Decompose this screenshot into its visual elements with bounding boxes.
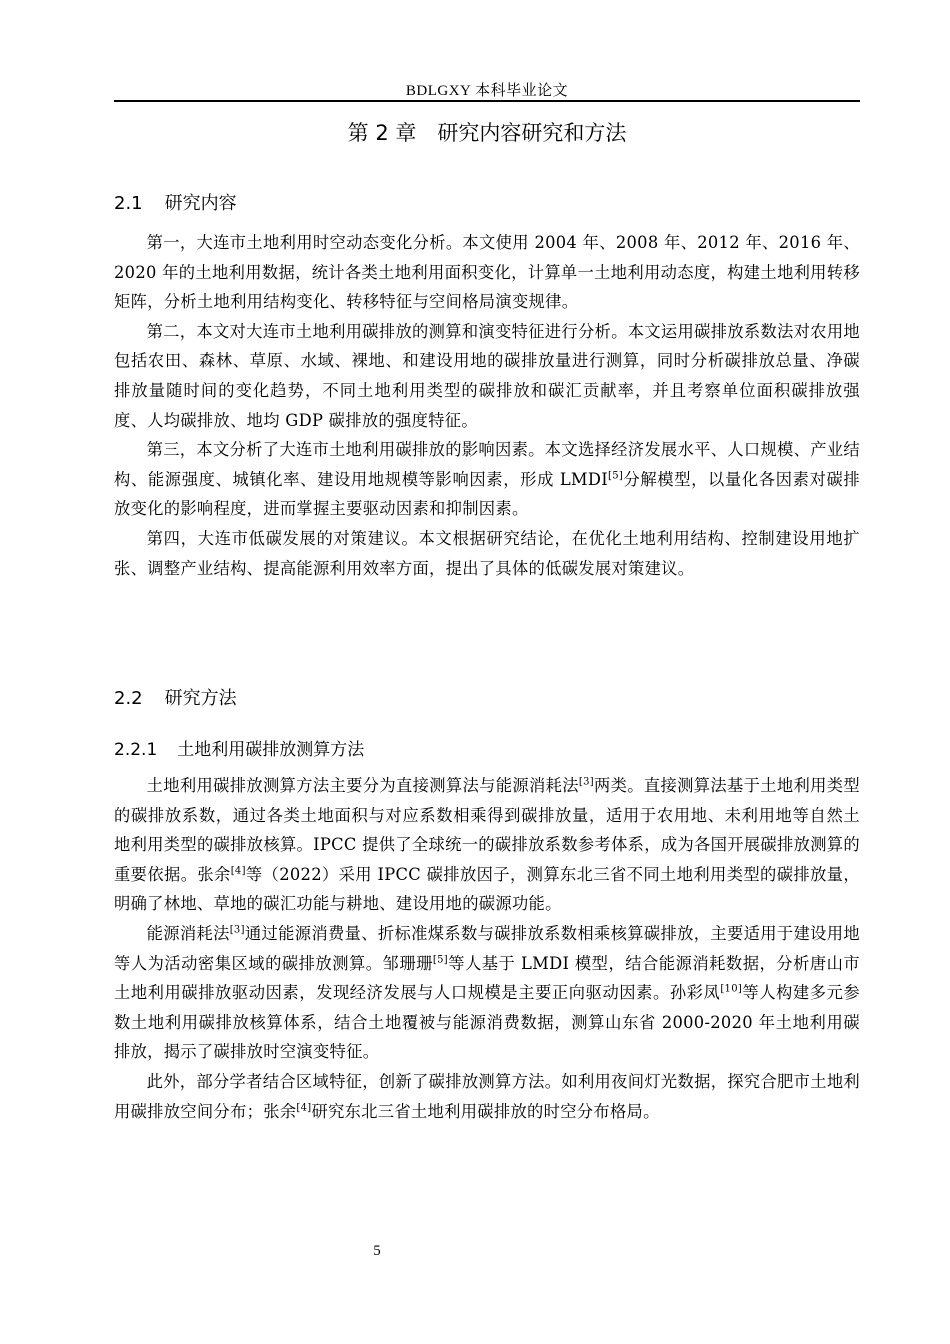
citation-marker: [4] bbox=[230, 865, 246, 877]
subsection-2-2-1-body bbox=[114, 771, 860, 1126]
section-heading-2-1 bbox=[114, 189, 860, 215]
paragraph: 第二，本文对大连市土地利用碳排放的测算和演变特征进行分析。本文运用碳排放系数法对农用地包括农田、森林、草原、水域、裸地、和建设用地的碳排放量进行测算，同时分析碳排放总量、净碳排放量随时间的变化趋势，不同土地利用类型的碳排放和碳汇贡献率，并且考察单位面积碳排放强度、人均碳排放、地均 GDP 碳排放的强度特征。 bbox=[114, 321, 860, 430]
section-number: 2.2 bbox=[114, 688, 143, 709]
citation-marker: [3] bbox=[578, 776, 594, 788]
page-number: 5 bbox=[373, 1243, 381, 1259]
citation-marker: [3] bbox=[229, 924, 245, 936]
paragraph: 能源消耗法[3]通过能源消费量、折标准煤系数与碳排放系数相乘核算碳排放，主要适用于建设用地等人为活动密集区域的碳排放测算。邹珊珊[5]等人基于 LMDI 模型，结合能源消耗数据，分析唐山市土地利用碳排放驱动因素，发现经济发展与人口规模是主要正向驱动因素。孙彩凤[10]等人构建多元参数土地利用碳排放核算体系，结合土地覆被与能源消费数据，测算山东省 2000-2020 年土地利用碳排放，揭示了碳排放时空演变特征。 bbox=[114, 923, 861, 1062]
subsection-heading-2-2-1 bbox=[114, 735, 860, 760]
paragraph: 第一，大连市土地利用时空动态变化分析。本文使用 2004 年、2008 年、2012 年、2016 年、2020 年的土地利用数据，统计各类土地利用面积变化，计算单一土地利用动态度，构建土地利用转移矩阵，分析土地利用结构变化、转移特征与空间格局演变规律。 bbox=[114, 233, 860, 312]
citation-marker: [5] bbox=[432, 954, 448, 966]
subsection-title: 土地利用碳排放测算方法 bbox=[177, 740, 365, 760]
citation-marker: [5] bbox=[608, 470, 624, 482]
paragraph: 第三，本文分析了大连市土地利用碳排放的影响因素。本文选择经济发展水平、人口规模、产业结构、能源强度、城镇化率、建设用地规模等影响因素，形成 LMDI[5]分解模型，以量化各因素对碳排放变化的影响程度，进而掌握主要驱动因素和抑制因素。 bbox=[114, 440, 861, 519]
section-heading-2-2 bbox=[114, 684, 860, 710]
paragraph: 第四，大连市低碳发展的对策建议。本文根据研究结论，在优化土地利用结构、控制建设用地扩张、调整产业结构、提高能源利用效率方面，提出了具体的低碳发展对策建议。 bbox=[114, 528, 860, 578]
paragraph: 土地利用碳排放测算方法主要分为直接测算法与能源消耗法[3]两类。直接测算法基于土地利用类型的碳排放系数，通过各类土地面积与对应系数相乘得到碳排放量，适用于农用地、未利用地等自然土地利用类型的碳排放核算。IPCC 提供了全球统一的碳排放系数参考体系，成为各国开展碳排放测算的重要依据。张余[4]等（2022）采用 IPCC 碳排放因子，测算东北三省不同土地利用类型的碳排放量，明确了林地、草地的碳汇功能与耕地、建设用地的碳源功能。 bbox=[114, 776, 861, 914]
chapter-title: 第 2 章 研究内容研究和方法 bbox=[347, 121, 627, 145]
section-title: 研究内容 bbox=[164, 193, 237, 214]
running-header: BDLGXY 本科毕业论文 bbox=[405, 83, 569, 99]
citation-marker: [10] bbox=[720, 983, 743, 995]
subsection-number: 2.2.1 bbox=[114, 740, 158, 760]
citation-marker: [4] bbox=[296, 1102, 312, 1114]
paragraph: 此外，部分学者结合区域特征，创新了碳排放测算方法。如利用夜间灯光数据，探究合肥市土地利用碳排放空间分布；张余[4]研究东北三省土地利用碳排放的时空分布格局。 bbox=[114, 1071, 860, 1121]
section-title: 研究方法 bbox=[164, 688, 237, 709]
section-2-1-body bbox=[114, 228, 860, 583]
header-rule bbox=[114, 100, 860, 102]
section-number: 2.1 bbox=[114, 193, 143, 214]
